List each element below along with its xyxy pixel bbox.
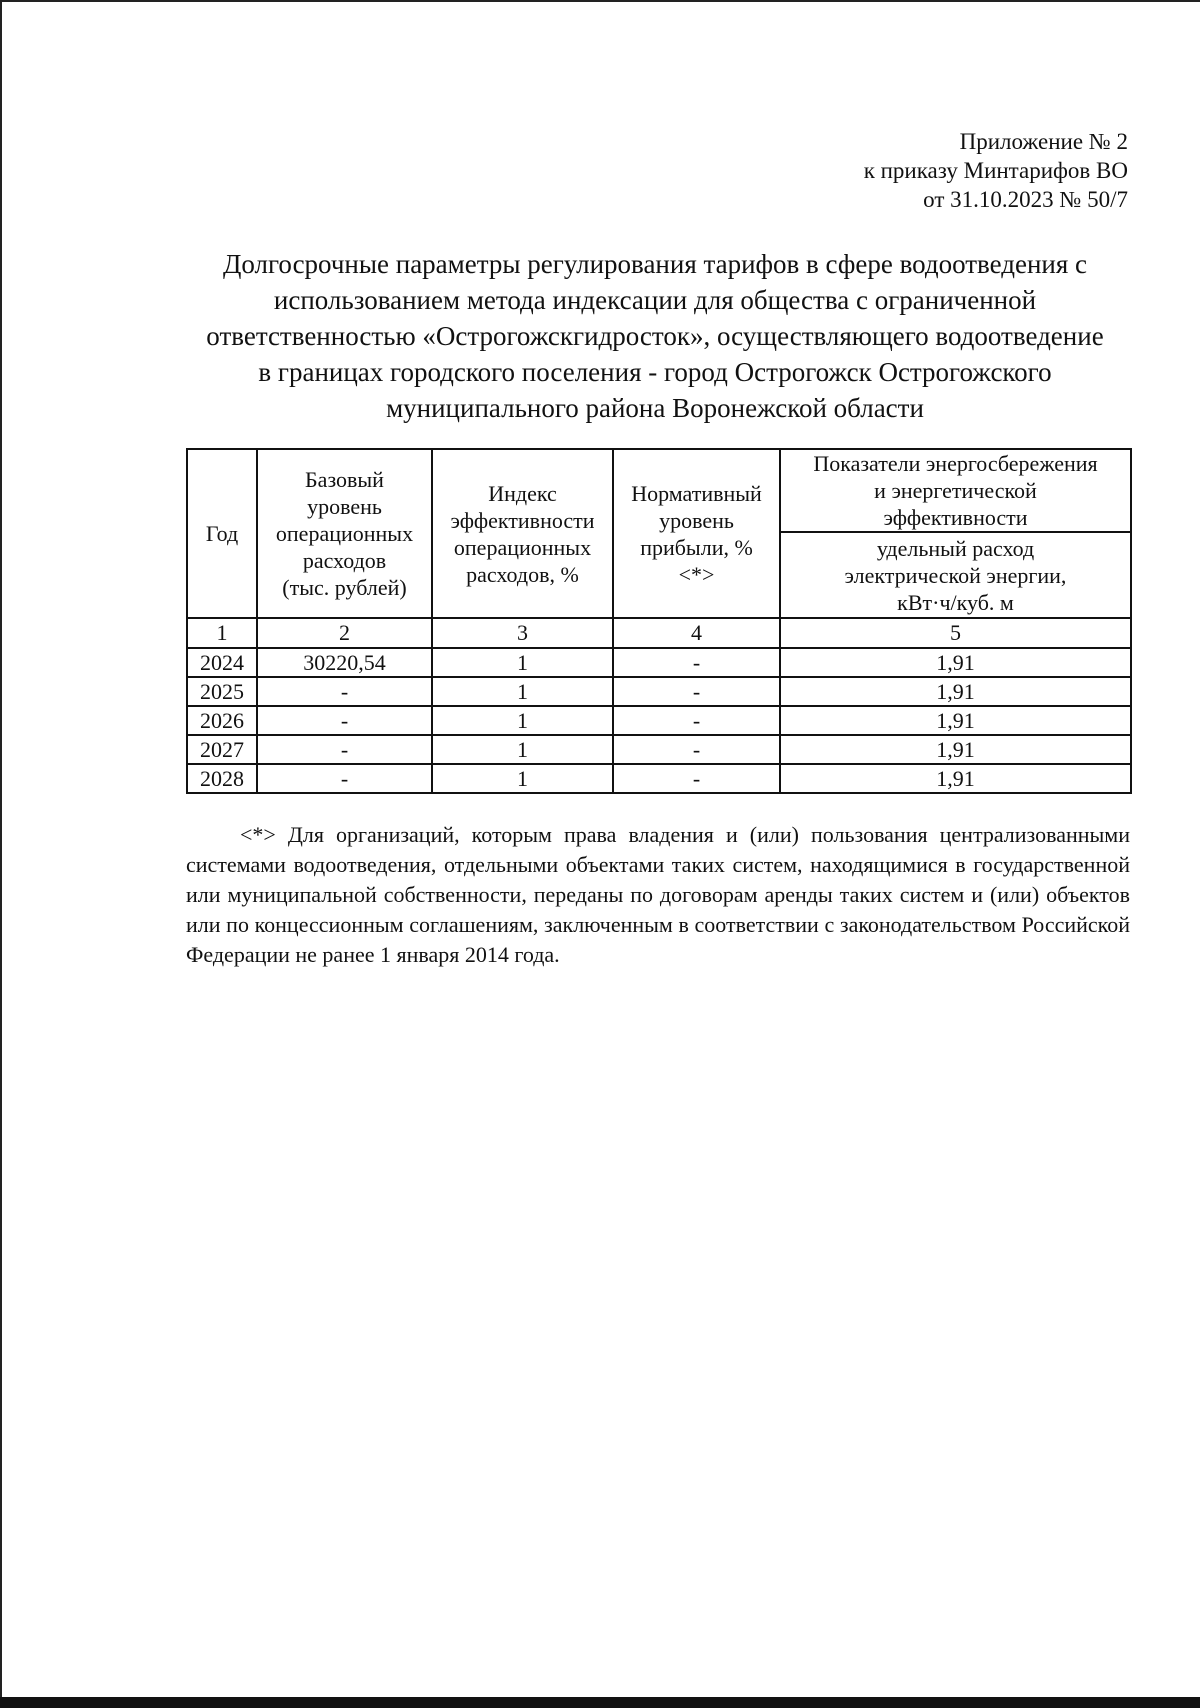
cell-base-opex: -: [257, 764, 432, 793]
cell-specific-energy: 1,91: [780, 764, 1131, 793]
header-energy-group: Показатели энергосбережения и энергетической эффективности: [780, 449, 1131, 532]
approval-order-ref: к приказу Минтарифов ВО: [863, 158, 1128, 183]
approval-appendix: Приложение № 2: [959, 129, 1128, 154]
cell-normative-profit: -: [613, 764, 780, 793]
cell-specific-energy: 1,91: [780, 677, 1131, 706]
table-row: [187, 648, 1131, 677]
header-specific-energy: удельный расход электрической энергии, кВт·ч/куб. м: [780, 532, 1131, 618]
column-number: 3: [432, 618, 613, 648]
cell-efficiency-index: 1: [432, 764, 613, 793]
header-base-opex: Базовый уровень операционных расходов (тыс. рублей): [257, 449, 432, 618]
header-efficiency-index: Индекс эффективности операционных расходов, %: [432, 449, 613, 618]
cell-normative-profit: -: [613, 706, 780, 735]
tariff-parameters-table: [186, 448, 1132, 794]
cell-specific-energy: 1,91: [780, 735, 1131, 764]
cell-efficiency-index: 1: [432, 706, 613, 735]
cell-base-opex: -: [257, 677, 432, 706]
cell-base-opex: 30220,54: [257, 648, 432, 677]
cell-year: 2024: [187, 648, 257, 677]
cell-normative-profit: -: [613, 648, 780, 677]
title-line: ответственностью «Острогожскгидросток», осуществляющего водоотведение: [206, 321, 1104, 351]
column-number: 1: [187, 618, 257, 648]
cell-specific-energy: 1,91: [780, 706, 1131, 735]
title-line: использованием метода индексации для общества с ограниченной: [273, 285, 1037, 315]
approval-block: [864, 127, 1128, 214]
title-line: в границах городского поселения - город Острогожск Острогожского: [258, 357, 1052, 387]
cell-efficiency-index: 1: [432, 735, 613, 764]
cell-normative-profit: -: [613, 677, 780, 706]
cell-efficiency-index: 1: [432, 648, 613, 677]
approval-date-number: от 31.10.2023 № 50/7: [923, 187, 1128, 212]
table-row: [187, 677, 1131, 706]
column-number-row: [187, 618, 1131, 648]
cell-year: 2026: [187, 706, 257, 735]
header-year: Год: [187, 449, 257, 618]
column-number: 2: [257, 618, 432, 648]
title-line: муниципального района Воронежской области: [386, 393, 924, 423]
column-number: 5: [780, 618, 1131, 648]
table-header-row: [187, 449, 1131, 532]
table-row: [187, 735, 1131, 764]
document-title: [175, 246, 1135, 426]
scan-border-bottom: [0, 1697, 1200, 1708]
title-line: Долгосрочные параметры регулирования тарифов в сфере водоотведения с: [222, 249, 1088, 279]
cell-year: 2028: [187, 764, 257, 793]
table-row: [187, 764, 1131, 793]
cell-specific-energy: 1,91: [780, 648, 1131, 677]
scan-border-left: [0, 0, 2, 1708]
cell-base-opex: -: [257, 735, 432, 764]
cell-normative-profit: -: [613, 735, 780, 764]
cell-efficiency-index: 1: [432, 677, 613, 706]
footnote: <*> Для организаций, которым права владения и (или) пользования централизованными системами водоотведения, отдельными объектами таких систем, находящимися в государственной или муниципальной собственности, переданы по договорам аренды таких систем и (или) объектов или по концессионным соглашениям, заключенным в соответствии с законодательством Российской Федерации не ранее 1 января 2014 года.: [186, 822, 1130, 967]
column-number: 4: [613, 618, 780, 648]
scan-border-top: [0, 0, 1200, 2]
cell-base-opex: -: [257, 706, 432, 735]
table-row: [187, 706, 1131, 735]
cell-year: 2025: [187, 677, 257, 706]
cell-year: 2027: [187, 735, 257, 764]
header-normative-profit: Нормативный уровень прибыли, % <*>: [613, 449, 780, 618]
